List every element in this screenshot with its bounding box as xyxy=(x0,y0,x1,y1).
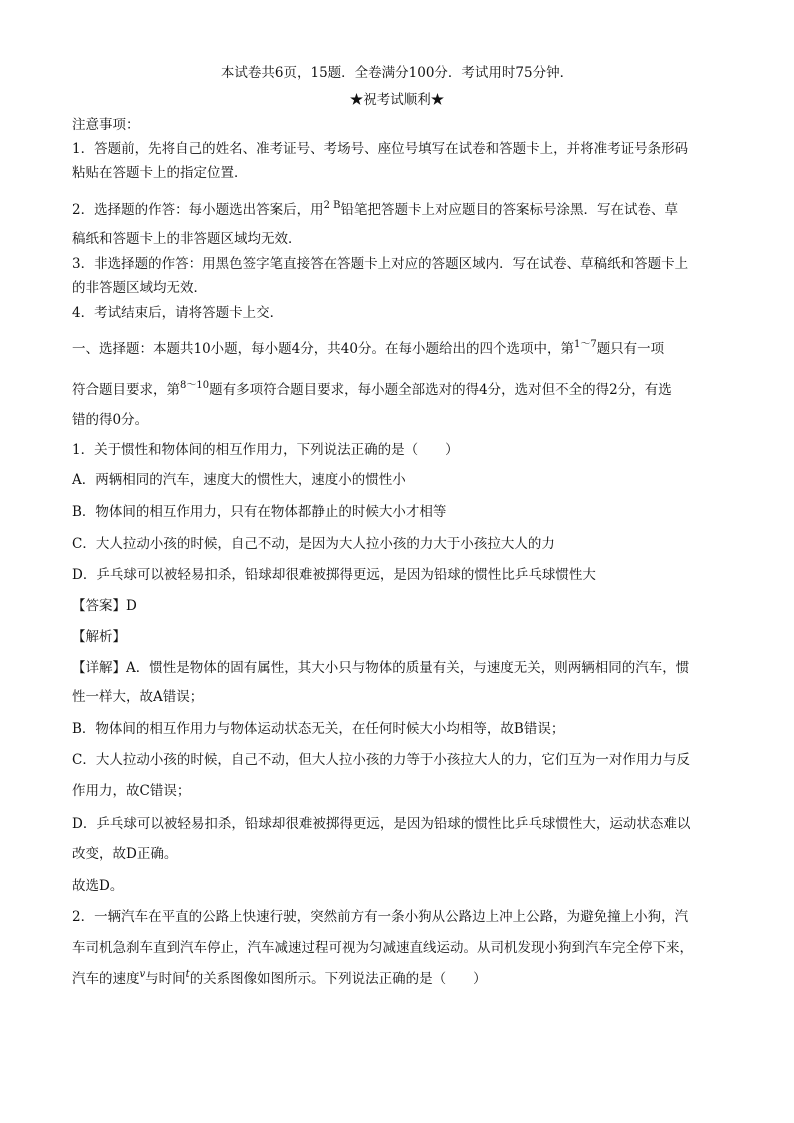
q1-option-c: C．大人拉动小孩的时候，自己不动，是因为大人拉小孩的力大于小孩拉大人的力 xyxy=(72,536,555,552)
notice-item-1-line-1: 1．答题前，先将自己的姓名、准考证号、考场号、座位号填写在试卷和答题卡上，并将准考证号条形码 xyxy=(72,141,689,157)
q1-detail-line-6: D．乒乓球可以被轻易扣杀，铅球却很难被掷得更远，是因为铅球的惯性比乒乓球惯性大，运动状态难以 xyxy=(72,816,691,832)
section1-text-2: 符合题目要求，第 xyxy=(72,382,180,398)
notice-item-2-line-2: 稿纸和答题卡上的非答题区域均无效． xyxy=(72,231,302,247)
notice-item-2-line-1 xyxy=(72,201,678,221)
q2-text-end: 的关系图像如图所示。下列说法正确的是（ ） xyxy=(189,971,487,987)
notice-item-2-text: 2．选择题的作答：每小题选出答案后，用 xyxy=(72,202,324,218)
q1-detail-line-7: 改变，故D正确。 xyxy=(72,846,178,862)
section1-text: 一、选择题：本题共10小题，每小题4分，共40分。在每小题给出的四个选项中，第 xyxy=(72,341,574,357)
notice-item-1-line-2: 粘贴在答题卡上的指定位置． xyxy=(72,165,248,181)
exam-info: 本试卷共6页，15题．全卷满分100分．考试用时75分钟． xyxy=(220,65,574,81)
blessing: ★祝考试顺利★ xyxy=(349,92,445,108)
velocity-symbol: v xyxy=(139,969,146,980)
q1-answer: 【答案】D xyxy=(72,598,137,614)
notice-item-4: 4．考试结束后，请将答题卡上交． xyxy=(72,305,284,321)
q1-analysis-label: 【解析】 xyxy=(72,629,126,645)
notice-title: 注意事项： xyxy=(72,117,140,133)
q1-stem: 1．关于惯性和物体间的相互作用力，下列说法正确的是（ ） xyxy=(72,442,459,458)
q2-text-mid: 与时间 xyxy=(145,971,186,987)
q2-text: 汽车的速度 xyxy=(72,971,140,987)
q1-detail-line-5: 作用力，故C错误； xyxy=(72,783,191,799)
notice-item-2-text-cont: 铅笔把答题卡上对应题目的答案标号涂黑．写在试卷、草 xyxy=(340,202,678,218)
q2-line-3 xyxy=(72,970,487,990)
notice-item-3-line-2: 的非答题区域均无效． xyxy=(72,280,207,296)
q1-detail-line-2: 性一样大，故A错误； xyxy=(72,689,204,705)
multi-choice-range: 8～10 xyxy=(180,380,210,391)
section1-line-2 xyxy=(72,381,672,401)
q2-line-2: 车司机急刹车直到汽车停止，汽车减速过程可视为匀减速直线运动。从司机发现小狗到汽车完全停下来， xyxy=(72,940,693,956)
q1-option-d: D．乒乓球可以被轻易扣杀，铅球却很难被掷得更远，是因为铅球的惯性比乒乓球惯性大 xyxy=(72,567,596,583)
pencil-grade: 2 B xyxy=(323,200,341,211)
notice-item-3-line-1: 3．非选择题的作答：用黑色签字笔直接答在答题卡上对应的答题区域内．写在试卷、草稿纸和答题卡上 xyxy=(72,256,689,272)
section1-text-cont: 题只有一项 xyxy=(596,341,665,357)
q1-detail-line-4: C．大人拉动小孩的时候，自己不动，但大人拉小孩的力等于小孩拉大人的力，它们互为一对作用力与反 xyxy=(72,752,690,768)
q1-detail-line-3: B．物体间的相互作用力与物体运动状态无关，在任何时候大小均相等，故B错误； xyxy=(72,721,565,737)
q1-conclusion: 故选D。 xyxy=(72,878,124,894)
time-symbol: t xyxy=(185,969,190,980)
section1-text-2-cont: 题有多项符合题目要求，每小题全部选对的得4分，选对但不全的得2分，有选 xyxy=(209,382,672,398)
q1-option-b: B．物体间的相互作用力，只有在物体都静止的时候大小才相等 xyxy=(72,504,447,520)
q1-detail-line-1: 【详解】A．惯性是物体的固有属性，其大小只与物体的质量有关，与速度无关，则两辆相同的汽车，惯 xyxy=(72,660,690,676)
q1-option-a: A．两辆相同的汽车，速度大的惯性大，速度小的惯性小 xyxy=(72,472,406,488)
section1-line-1 xyxy=(72,340,664,360)
section1-line-3: 错的得0分。 xyxy=(72,412,149,428)
single-choice-range: 1～7 xyxy=(573,339,597,350)
q2-line-1: 2．一辆汽车在平直的公路上快速行驶，突然前方有一条小狗从公路边上冲上公路，为避免撞上小狗，汽 xyxy=(72,909,689,925)
